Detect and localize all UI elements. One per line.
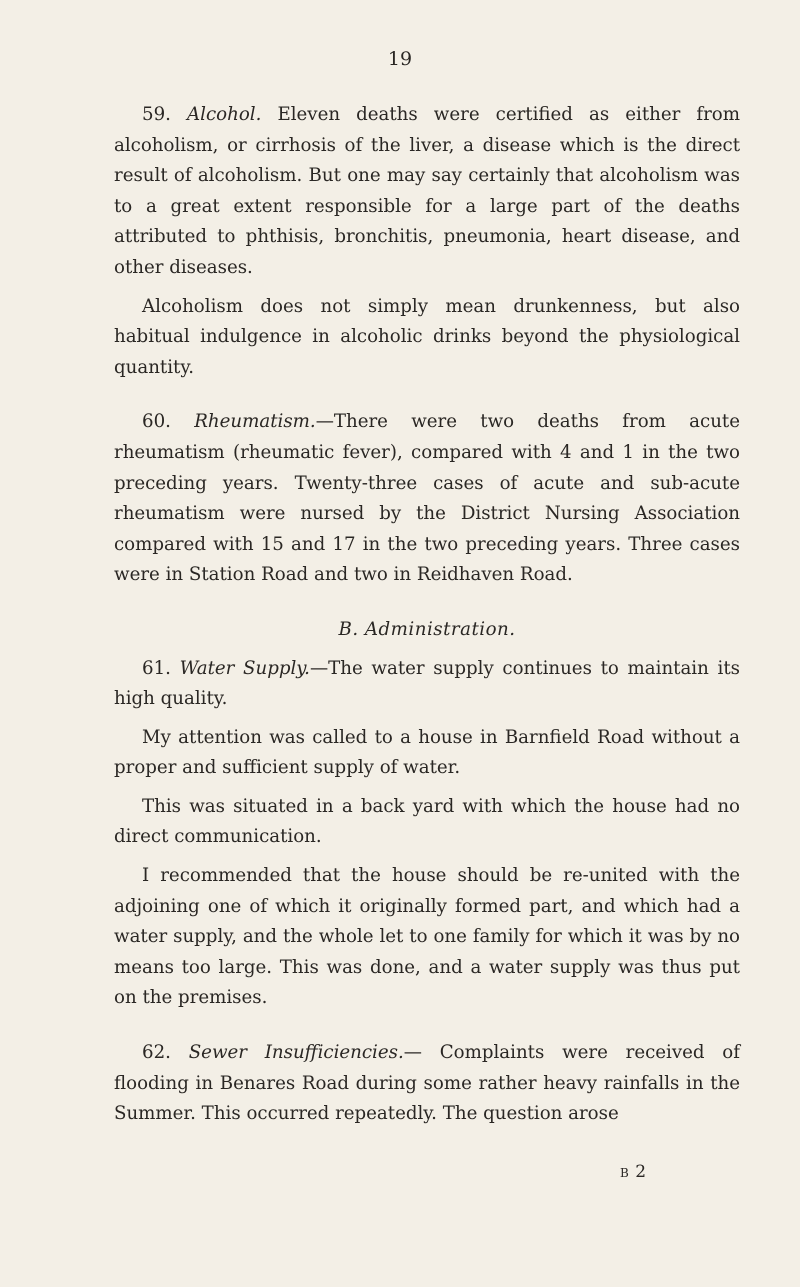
paragraph-heading: Rheumatism. (194, 411, 316, 433)
paragraph-59 (114, 100, 740, 284)
paragraph-59-continued: Alcoholism does not simply mean drunkenness, but also habitual indulgence in alcoholic drinks beyond the physiological quantity. (114, 295, 740, 378)
paragraph-heading: Water Supply. (179, 657, 310, 679)
paragraph-61 (114, 654, 740, 715)
signature-mark (620, 1162, 646, 1182)
paragraph-number: 61. (142, 657, 171, 679)
paragraph-heading: Sewer Insufficiencies. (188, 1042, 404, 1064)
paragraph-61-d: I recommended that the house should be re-united with the adjoining one of which it originally formed part, and which had a water supply, and the whole let to one family for which it was by no means too large. This was done, and a water supply was thus put on the premises. (114, 865, 740, 1009)
signature-letter: B (620, 1166, 630, 1180)
paragraph-number: 60. (142, 411, 171, 433)
page-content (114, 100, 740, 1130)
paragraph-number: 59. (142, 104, 171, 125)
paragraph-text: —The water supply continues to maintain its high quality. (114, 657, 740, 710)
page-number: 19 (387, 48, 413, 70)
signature-number: 2 (635, 1162, 647, 1182)
paragraph-text: — Complaints were received of flooding in Benares Road during some rather heavy rainfalls in the Summer. This occurred repeatedly. The question arose (114, 1042, 740, 1125)
paragraph-61-b: My attention was called to a house in Barnfield Road without a proper and sufficient supply of water. (114, 726, 740, 779)
paragraph-heading: Alcohol. (187, 104, 262, 125)
paragraph-number: 62. (142, 1042, 171, 1064)
paragraph-text: —There were two deaths from acute rheumatism (rheumatic fever), compared with 4 and 1 in the two preceding years. Twenty-three cases of acute and sub-acute rheumatism were nursed by the District Nursing Association compared with 15 and 17 in the two preceding years. Three cases were in Station Road and two in Reidhaven Road. (114, 411, 740, 586)
paragraph-61-c: This was situated in a back yard with which the house had no direct communication. (114, 795, 740, 848)
paragraph-text: Eleven deaths were certified as either from alcoholism, or cirrhosis of the liver, a disease which is the direct result of alcoholism. But one may say certainly that alcoholism was to a great extent responsible for a large part of the deaths attributed to phthisis, bronchitis, pneumonia, heart disease, and other diseases. (114, 104, 740, 278)
section-title: B. Administration. (338, 618, 516, 640)
paragraph-62 (114, 1038, 740, 1130)
paragraph-60 (114, 407, 740, 591)
